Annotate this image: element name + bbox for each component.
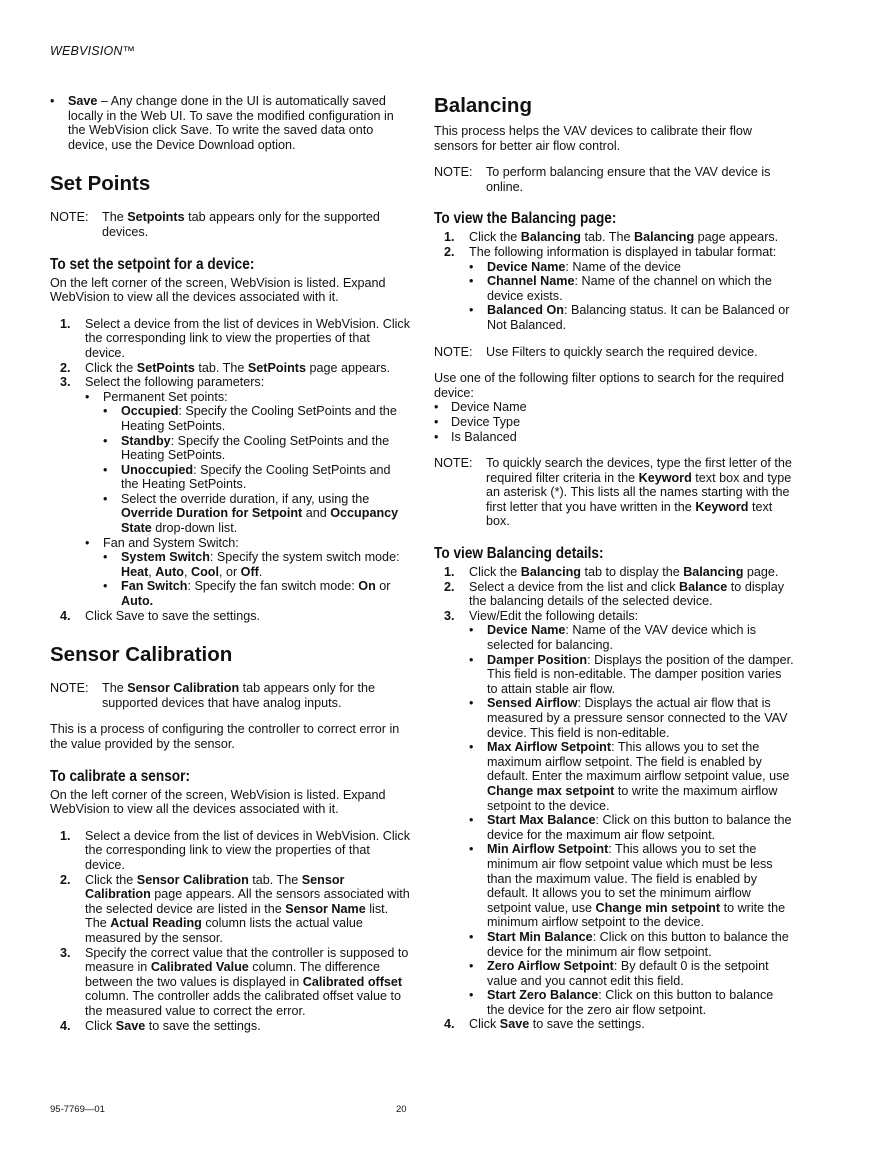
- list-item: • Start Min Balance: Click on this button to balance the device for the minimum air flow setpoint.: [469, 929, 789, 959]
- list-item: 3. Specify the correct value that the controller is supposed to measure in Calibrated Value column. The difference between the two values is displayed in Calibrated offset column. The controller adds the calibrated offset value to the measured value to correct the error.: [60, 945, 409, 1018]
- balancing-heading: Balancing: [434, 94, 532, 117]
- sensor-desc: This is a process of configuring the controller to correct error in the value provided by the sensor.: [50, 722, 400, 751]
- list-item: • Device Name: [434, 400, 527, 415]
- list-item: • Fan Switch: Specify the fan switch mode: On or Auto.: [103, 579, 391, 609]
- list-item: • Start Max Balance: Click on this button to balance the device for the maximum air flow setpoint.: [469, 813, 792, 842]
- list-item: 2. Click the SetPoints tab. The SetPoints page appears.: [60, 360, 390, 375]
- page-number: 20: [396, 1104, 407, 1115]
- list-item: • Device Name: Name of the VAV device which is selected for balancing.: [469, 623, 757, 653]
- set-points-note: NOTE: The Setpoints tab appears only for the supported devices.: [50, 210, 380, 239]
- sensor-calibration-heading: Sensor Calibration: [50, 643, 233, 667]
- set-setpoint-subheading: To set the setpoint for a device:: [50, 255, 255, 273]
- list-item: 1. Click the Balancing tab. The Balancing page appears.: [444, 230, 779, 245]
- bullet-icon: •: [50, 94, 55, 108]
- document-id: 95-7769—01: [50, 1104, 105, 1115]
- sensor-note: NOTE: The Sensor Calibration tab appears only for the supported devices that have analog inputs.: [50, 681, 375, 710]
- view-page-steps: [434, 230, 794, 332]
- list-item: • Fan and System Switch: • System Switch: Specify the system switch mode: Heat, Auto, Cool, or Off. • Fan Switch: Specify the fan switch mode: On or Auto.: [85, 536, 410, 609]
- details-steps: [434, 565, 794, 1032]
- list-item: 1. Select a device from the list of devices in WebVision. Click the corresponding link to view the properties of that device.: [60, 316, 411, 360]
- list-item: • Save – Any change done in the UI is automatically saved locally in the Web UI. To save the modified configuration in the WebVision click Save. To write the saved data onto device, use the Device Download option.: [50, 94, 394, 152]
- list-item: 3. View/Edit the following details: • Device Name: Name of the VAV device which is selected for balancing. • Damper Position: Displays the position of the damper. This field is non-editable. The damper position varies to attain stable air flow. • Sensed Airflow: Displays the actual air flow that is measured by a pressure sensor connected to the VAV device. This field is non-editable. • Max Airflow Setpoint: This allows you to set the maximum airflow setpoint. The field is enabled by default. Enter the maximum airflow setpoint value, use Change max setpoint to write the maximum airflow setpoint to the device. • Start Max Balance: Click on this button to balance the device for the maximum air flow setpoint. • Min Airflow Setpoint: This allows you to set the minimum air flow setpoint value which must be less than the maximum value. The field is enabled by default. It allows you to set the minimum airflow setpoint value, use Change min setpoint to write the minimum airflow setpoint to the device. • Start Min Balance: Click on this button to balance the device for the minimum air flow setpoint. • Zero Airflow Setpoint: By default 0 is the setpoint value and you cannot edit this field. • Start Zero Balance: Click on this button to balance the device for the zero air flow setpoint.: [444, 608, 794, 1017]
- list-item: • Occupied: Specify the Cooling SetPoints and the Heating SetPoints.: [103, 404, 397, 433]
- filter-options-list: [434, 400, 794, 444]
- left-column: [50, 94, 410, 1033]
- list-item: 4. Click Save to save the settings.: [60, 608, 260, 623]
- list-item: 3. Select the following parameters: • Permanent Set points: • Occupied: Specify the Cooling SetPoints and the Heating SetPoints. • Standby: Specify the Cooling SetPoints and the Heating SetPoints. • Unoccupied: Specify the Cooling SetPoints and the Heating SetPoints. • Select the override duration, if any, using the Override Duration for Setpoint and Occupancy State drop-down list. • Fan and System Switch: • System Switch: Specify the system switch mode: Heat, Auto, Cool, or Off. • Fan Switch: Specify the fan switch mode: On or Auto.: [50, 375, 410, 609]
- list-item: • Start Zero Balance: Click on this button to balance the device for the zero air flow setpoint.: [469, 988, 774, 1017]
- list-item: • Zero Airflow Setpoint: By default 0 is the setpoint value and you cannot edit this field.: [469, 959, 769, 988]
- list-item: 2. Click the Sensor Calibration tab. The Sensor Calibration page appears. All the sensors associated with the selected device are listed in the Sensor Name list. The Actual Reading column lists the actual value measured by the sensor.: [60, 872, 410, 945]
- list-item: • Permanent Set points: • Occupied: Specify the Cooling SetPoints and the Heating SetPoints. • Standby: Specify the Cooling SetPoints and the Heating SetPoints. • Unoccupied: Specify the Cooling SetPoints and the Heating SetPoints. • Select the override duration, if any, using the Override Duration for Setpoint and Occupancy State drop-down list.: [85, 390, 410, 536]
- right-column: [434, 94, 794, 1032]
- set-points-steps: [50, 317, 410, 623]
- list-item: • Unoccupied: Specify the Cooling SetPoints and the Heating SetPoints.: [103, 462, 391, 492]
- running-header: WEBVISION™: [50, 44, 136, 58]
- list-item: 4. Click Save to save the settings.: [444, 1017, 645, 1032]
- set-points-intro: On the left corner of the screen, WebVision is listed. Expand WebVision to view all the devices associated with it.: [50, 275, 386, 305]
- list-item: • Select the override duration, if any, using the Override Duration for Setpoint and Occupancy State drop-down list.: [103, 491, 399, 536]
- list-item: • Device Name: Name of the device: [469, 259, 681, 274]
- sensor-intro: On the left corner of the screen, WebVision is listed. Expand WebVision to view all the devices associated with it.: [50, 787, 386, 817]
- view-balancing-details-subheading: To view Balancing details:: [434, 545, 604, 563]
- list-item: 1. Select a device from the list of devices in WebVision. Click the corresponding link to view the properties of that device.: [60, 828, 411, 872]
- balancing-desc: This process helps the VAV devices to calibrate their flow sensors for better air flow control.: [434, 124, 753, 153]
- list-item: • Channel Name: Name of the channel on which the device exists.: [469, 274, 772, 303]
- view-balancing-page-subheading: To view the Balancing page:: [434, 210, 617, 228]
- balancing-note-2: NOTE: Use Filters to quickly search the required device.: [434, 344, 758, 359]
- calibrate-subheading: To calibrate a sensor:: [50, 767, 190, 785]
- list-item: • Standby: Specify the Cooling SetPoints and the Heating SetPoints.: [103, 433, 390, 463]
- set-points-heading: Set Points: [50, 172, 151, 196]
- list-item: • System Switch: Specify the system switch mode: Heat, Auto, Cool, or Off.: [103, 550, 400, 579]
- balancing-note-1: NOTE: To perform balancing ensure that the VAV device is online.: [434, 165, 771, 194]
- list-item: 4. Click Save to save the settings.: [60, 1018, 261, 1033]
- list-item: 2. Select a device from the list and click Balance to display the balancing details of the selected device.: [444, 579, 785, 609]
- list-item: • Max Airflow Setpoint: This allows you to set the maximum airflow setpoint. The field is enabled by default. Enter the maximum airflow setpoint value, use Change max setpoint to write the maximum airflow setpoint to the device.: [469, 740, 790, 813]
- list-item: • Is Balanced: [434, 429, 517, 444]
- list-item: • Min Airflow Setpoint: This allows you to set the minimum air flow setpoint value which must be less than the maximum value. The field is enabled by default. It allows you to set the minimum airflow setpoint value, use Change min setpoint to write the minimum airflow setpoint to the device.: [469, 842, 786, 930]
- list-item: • Balanced On: Balancing status. It can be Balanced or Not Balanced.: [469, 303, 790, 332]
- list-item: • Sensed Airflow: Displays the actual air flow that is measured by a pressure sensor connected to the VAV device. This field is non-editable.: [469, 696, 788, 740]
- list-item: • Damper Position: Displays the position of the damper. This field is non-editable. The damper position varies to attain stable air flow.: [469, 652, 794, 696]
- list-item: 1. Click the Balancing tab to display the Balancing page.: [444, 565, 779, 580]
- filters-intro: Use one of the following filter options to search for the required device:: [434, 371, 785, 400]
- save-bullet-list: [50, 94, 410, 152]
- list-item: • Device Type: [434, 414, 521, 429]
- balancing-note-3: NOTE: To quickly search the devices, type the first letter of the required filter criteria in the Keyword text box and type an asterisk (*). This lists all the names starting with the first letter that you have written in the Keyword text box.: [434, 456, 792, 529]
- sensor-steps: [50, 829, 410, 1033]
- list-item: 2. The following information is displayed in tabular format: • Device Name: Name of the device • Channel Name: Name of the channel on which the device exists. • Balanced On: Balancing status. It can be Balanced or Not Balanced.: [434, 245, 794, 333]
